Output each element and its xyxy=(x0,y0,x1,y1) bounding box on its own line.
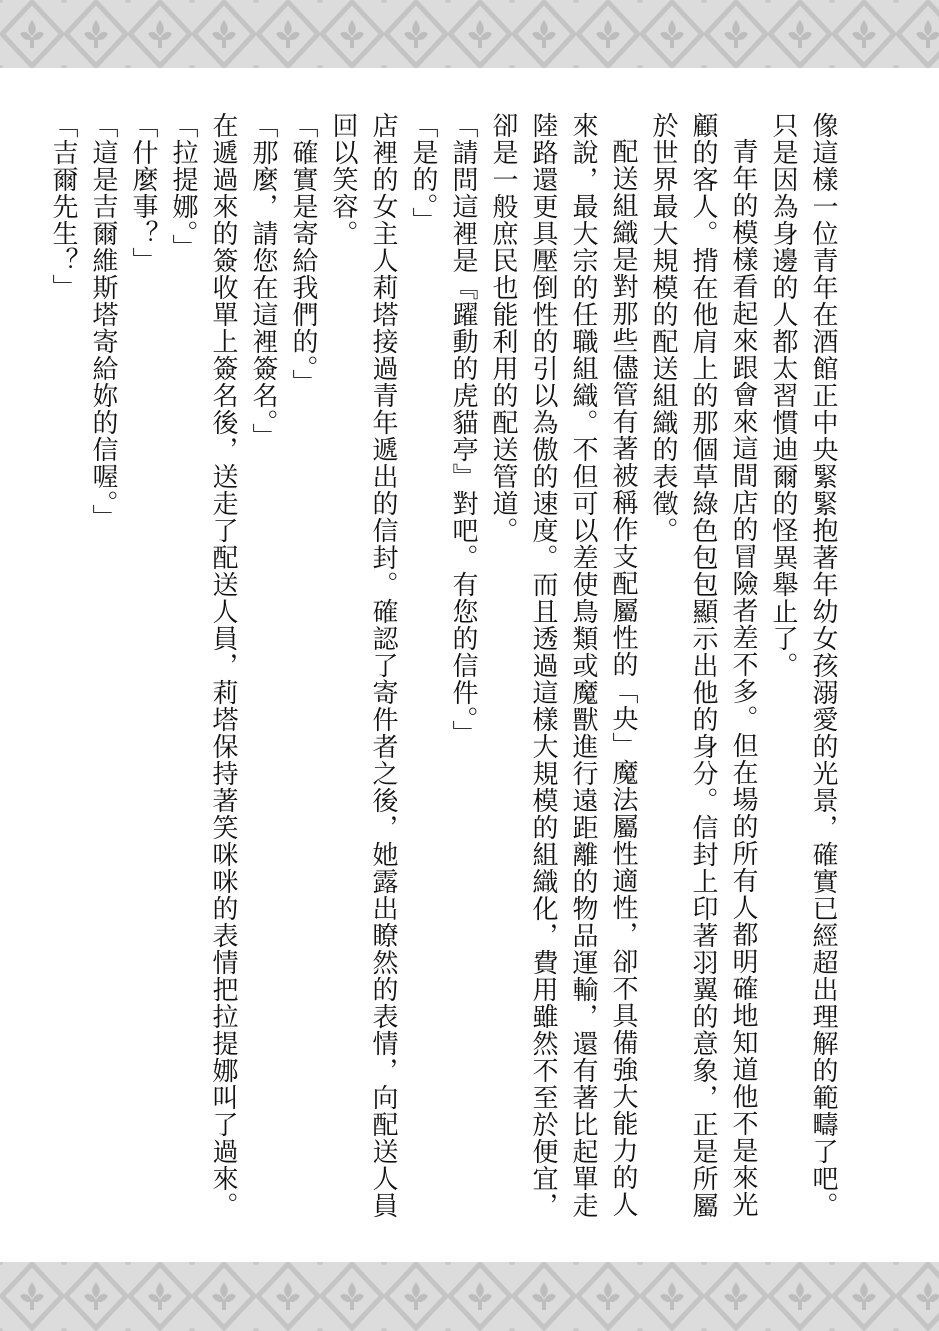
bottom-decorative-border xyxy=(0,1262,939,1331)
paragraph: 像這樣一位青年在酒館正中央緊緊抱著年幼女孩溺愛的光景，確實已經超出理解的範疇了吧。只是因為身邊的人都太習慣迪爾的怪異舉止了。 xyxy=(768,112,838,1219)
dialogue-line: 「什麼事？」 xyxy=(128,112,158,274)
dialogue-line: 「那麼，請您在這裡簽名。」 xyxy=(248,112,278,450)
dialogue-line: 「請問這裡是『躍動的虎貓亭』對吧。有您的信件。」 xyxy=(448,112,478,747)
diamond-pattern-icon xyxy=(0,1262,939,1331)
top-decorative-border xyxy=(0,0,939,68)
paragraph: 店裡的女主人莉塔接過青年遞出的信封。確認了寄件者之後，她露出瞭然的表情，向配送人員回以笑容。 xyxy=(328,112,398,1219)
dialogue-line: 「吉爾先生？」 xyxy=(48,112,78,301)
dialogue-line: 「確實是寄給我們的。」 xyxy=(288,112,318,396)
paragraph: 在遞過來的簽收單上簽名後，送走了配送人員，莉塔保持著笑咪咪的表情把拉提娜叫了過來。 xyxy=(208,112,238,1219)
diamond-pattern-icon xyxy=(0,0,939,68)
paragraph: 配送組織是對那些儘管有著被稱作支配屬性的「央」魔法屬性適性，卻不具備強大能力的人來說，最大宗的任職組織。不但可以差使鳥類或魔獸進行遠距離的物品運輸，還有著比起單走陸路還更具壓倒性的引以為傲的速度。而且透過這樣大規模的組織化，費用雖然不至於便宜，卻是一般庶民也能利用的配送管道。 xyxy=(488,112,638,1219)
vertical-text-body xyxy=(48,112,843,1242)
dialogue-line: 「這是吉爾維斯塔寄給妳的信喔。」 xyxy=(88,112,118,531)
paragraph: 青年的模樣看起來跟會來這間店的冒險者差不多。但在場的所有人都明確地知道他不是來光顧的客人。揹在他肩上的那個草綠色包包顯示出他的身分。信封上印著羽翼的意象，正是所屬於世界最大規模的配送組織的表徵。 xyxy=(648,112,758,1219)
dialogue-line: 「是的。」 xyxy=(408,112,438,234)
dialogue-line: 「拉提娜。」 xyxy=(168,112,198,261)
